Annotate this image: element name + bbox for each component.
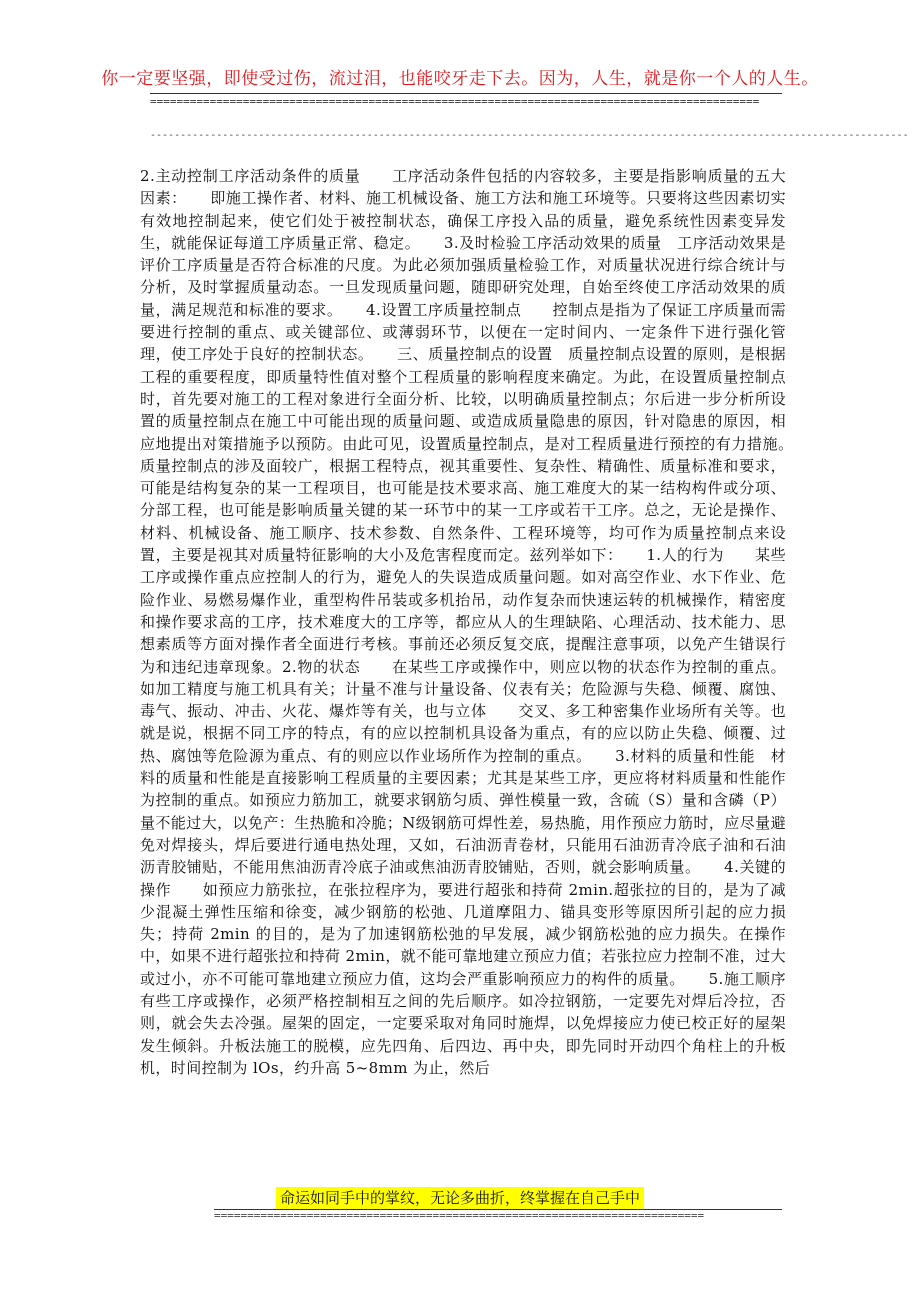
footer-quote: 命运如同手中的掌纹，无论多曲折，终掌握在自己手中 [276,1187,644,1210]
footer-equals-line: ========================================================================== [214,1209,705,1222]
header-rule [150,93,782,94]
document-body: 2.主动控制工序活动条件的质量 工序活动条件包括的内容较多，主要是指影响质量的五大因素： 即施工操作者、材料、施工机械设备、施工方法和施工环境等。只要将这些因素切实有效地控制起来，使它们处于被控制状态，确保工序投入品的质量，避免系统性因素变异发生，就能保证每道工序质量正常、稳定。 3.及时检验工序活动效果的质量 工序活动效果是评价工序质量是否符合标准的尺度。为此必须加强质量检验工作，对质量状况进行综合统计与分析，及时掌握质量动态。一旦发现质量问题，随即研究处理，自始至终使工序活动效果的质量，满足规范和标准的要求。 4.设置工序质量控制点 控制点是指为了保证工序质量而需要进行控制的重点、或关键部位、或薄弱环节，以便在一定时间内、一定条件下进行强化管理，使工序处于良好的控制状态。 三、质量控制点的设置 质量控制点设置的原则，是根据工程的重要程度，即质量特性值对整个工程质量的影响程度来确定。为此，在设置质量控制点时，首先要对施工的工程对象进行全面分析、比较，以明确质量控制点；尔后进一步分析所设置的质量控制点在施工中可能出现的质量问题、或造成质量隐患的原因，针对隐患的原因，相应地提出对策措施予以预防。由此可见，设置质量控制点，是对工程质量进行预控的有力措施。 质量控制点的涉及面较广，根据工程特点，视其重要性、复杂性、精确性、质量标准和要求，可能是结构复杂的某一工程项目，也可能是技术要求高、施工难度大的某一结构构件或分项、分部工程，也可能是影响质量关键的某一环节中的某一工序或若干工序。总之，无论是操作、材料、机械设备、施工顺序、技术参数、自然条件、工程环境等，均可作为质量控制点来设置，主要是视其对质量特征影响的大小及危害程度而定。兹列举如下： 1.人的行为 某些工序或操作重点应控制人的行为，避免人的失误造成质量问题。如对高空作业、水下作业、危险作业、易燃易爆作业，重型构件吊装或多机抬吊，动作复杂而快速运转的机械操作，精密度和操作要求高的工序，技术难度大的工序等，都应从人的生理缺陷、心理活动、技术能力、思想素质等方面对操作者全面进行考核。事前还必须反复交底，提醒注意事项，以免产生错误行为和违纪违章现象。2.物的状态 在某些工序或操作中，则应以物的状态作为控制的重点。如加工精度与施工机具有关；计量不准与计量设备、仪表有关；危险源与失稳、倾覆、腐蚀、毒气、振动、冲击、火花、爆炸等有关，也与立体 交叉、多工种密集作业场所有关等。也就是说，根据不同工序的特点，有的应以控制机具设备为重点，有的应以防止失稳、倾覆、过热、腐蚀等危险源为重点、有的则应以作业场所作为控制的重点。 3.材料的质量和性能 材料的质量和性能是直接影响工程质量的主要因素；尤其是某些工序，更应将材料质量和性能作为控制的重点。如预应力筋加工，就要求钢筋匀质、弹性模量一致，含硫（S）量和含磷（P）量不能过大，以免产：生热脆和冷脆；N级钢筋可焊性差，易热脆，用作预应力筋时，应尽量避免对焊接头，焊后要进行通电热处理，又如，石油沥青卷材，只能用石油沥青冷底子油和石油沥青胶铺贴，不能用焦油沥青冷底子油或焦油沥青胶铺贴，否则，就会影响质量。 4.关键的操作 如预应力筋张拉，在张拉程序为，要进行超张和持荷 2min.超张拉的目的，是为了减少混凝土弹性压缩和徐变，减少钢筋的松弛、几道摩阻力、锚具变形等原因所引起的应力损失；持荷 2min 的目的，是为了加速钢筋松弛的早发展，减少钢筋松弛的应力损失。在操作中，如果不进行超张拉和持荷 2min，就不能可靠地建立预应力值；若张拉应力控制不准，过大或过小，亦不可能可靠地建立预应力值，这均会严重影响预应力的构件的质量。 5.施工顺序 有些工序或操作，必须严格控制相互之间的先后顺序。如冷拉钢筋，一定要先对焊后冷拉，否则，就会失去冷强。屋架的固定，一定要采取对角同时施焊，以免焊接应力使已校正好的屋架发生倾斜。升板法施工的脱模，应先四角、后四边、再中央，即先同时开动四个角柱上的升板机，时间控制为 lOs，约升高 5~8mm 为止，然后 [140,167,817,1077]
footer [0,1187,920,1210]
header-dash-line: ------------------------------------------------------------------------------------------------------------------------------ [150,130,909,141]
header-equals-line: ============================================================================================ [150,95,760,108]
header-quote: 你一定要坚强，即使受过伤，流过泪，也能咬牙走下去。因为，人生，就是你一个人的人生。 [101,69,819,89]
